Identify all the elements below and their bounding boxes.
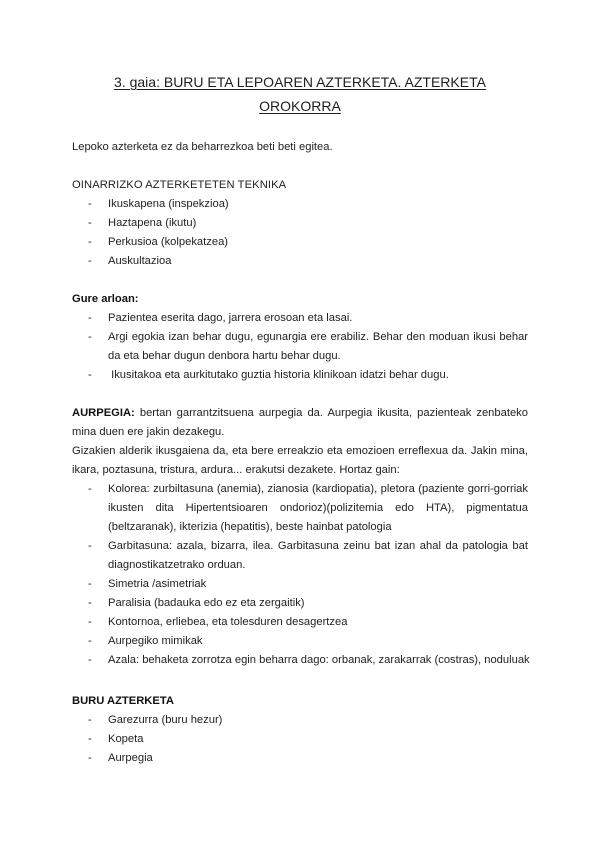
list-item: - Kopeta <box>72 730 528 749</box>
section-buru <box>72 692 528 768</box>
bullet-dash: - <box>88 331 92 343</box>
section-oinarrizko <box>72 176 528 271</box>
bullet-dash: - <box>88 654 92 666</box>
list-item: - Aurpegia <box>72 749 528 768</box>
section-aurpegia <box>72 404 528 670</box>
bullet-dash: - <box>88 714 92 726</box>
aurpegia-paragraph-2: Gizakien alderik ikusgaiena da, eta bere erreakzio eta emozioen erreflexua da. Jakin mina, ikara, poztasuna, tristura, ardura... erakutsi dezakete. Hortaz gain: <box>72 445 528 476</box>
gure-arloan-list <box>72 309 528 385</box>
aurpegia-list <box>72 480 528 670</box>
section-gure-arloan <box>72 290 528 385</box>
list-item: - Kolorea: zurbiltasuna (anemia), zianosia (kardiopatia), pletora (paziente gorri-gorriak ikusten dita Hipertentsioaren ondorioz)(polizitemia edo HTA), pigmentatua (beltzaranak), ikterizia (hepatitis), beste hainbat patologia <box>72 480 528 537</box>
section-heading-buru: BURU AZTERKETA <box>72 695 174 707</box>
bullet-dash: - <box>88 635 92 647</box>
list-item: - Aurpegiko mimikak <box>72 632 528 651</box>
bullet-dash: - <box>88 255 92 267</box>
bullet-dash: - <box>88 616 92 628</box>
bullet-dash: - <box>88 369 92 381</box>
bullet-dash: - <box>88 198 92 210</box>
list-item: - Simetria /asimetriak <box>72 575 528 594</box>
bullet-dash: - <box>88 312 92 324</box>
title-line-1: 3. gaia: BURU ETA LEPOAREN AZTERKETA. AZTERKETA <box>114 74 486 90</box>
bullet-dash: - <box>88 540 92 552</box>
list-item: - Azala: behaketa zorrotza egin beharra dago: orbanak, zarakarrak (costras), noduluak <box>72 651 528 670</box>
list-item: - Pazientea eserita dago, jarrera erosoan eta lasai. <box>72 309 528 328</box>
list-item: - Perkusioa (kolpekatzea) <box>72 233 528 252</box>
intro-paragraph: Lepoko azterketa ez da beharrezkoa beti beti egitea. <box>72 141 333 153</box>
section-heading-aurpegia: AURPEGIA: <box>72 407 135 419</box>
list-item: - Ikusitakoa eta aurkitutako guztia historia klinikoan idatzi behar dugu. <box>72 366 528 385</box>
oinarrizko-list <box>72 195 528 271</box>
section-heading-oinarrizko: OINARRIZKO AZTERKETETEN TEKNIKA <box>72 179 287 191</box>
bullet-dash: - <box>88 236 92 248</box>
list-item: - Auskultazioa <box>72 252 528 271</box>
bullet-dash: - <box>88 733 92 745</box>
list-item: - Kontornoa, erliebea, eta tolesduren desagertzea <box>72 613 528 632</box>
buru-list <box>72 711 528 768</box>
list-item: - Haztapena (ikutu) <box>72 214 528 233</box>
list-item: - Paralisia (badauka edo ez eta zergaitik) <box>72 594 528 613</box>
list-item: - Argi egokia izan behar dugu, egunargia ere erabiliz. Behar den moduan ikusi behar da eta behar dugun denbora hartu behar dugu. <box>72 328 528 366</box>
bullet-dash: - <box>88 483 92 495</box>
aurpegia-paragraph-1: AURPEGIA: bertan garrantzitsuena aurpegia da. Aurpegia ikusita, pazienteak zenbateko mina duen ere jakin dezakegu. <box>72 407 528 438</box>
bullet-dash: - <box>88 578 92 590</box>
section-heading-gure-arloan: Gure arloan: <box>72 293 139 305</box>
bullet-dash: - <box>88 217 92 229</box>
page-title <box>0 70 600 118</box>
bullet-dash: - <box>88 597 92 609</box>
list-item: - Ikuskapena (inspekzioa) <box>72 195 528 214</box>
list-item: - Garezurra (buru hezur) <box>72 711 528 730</box>
list-item: - Garbitasuna: azala, bizarra, ilea. Garbitasuna zeinu bat izan ahal da patologia bat diagnostikatzetrako orduan. <box>72 537 528 575</box>
title-line-2: OROKORRA <box>259 98 341 114</box>
bullet-dash: - <box>88 752 92 764</box>
